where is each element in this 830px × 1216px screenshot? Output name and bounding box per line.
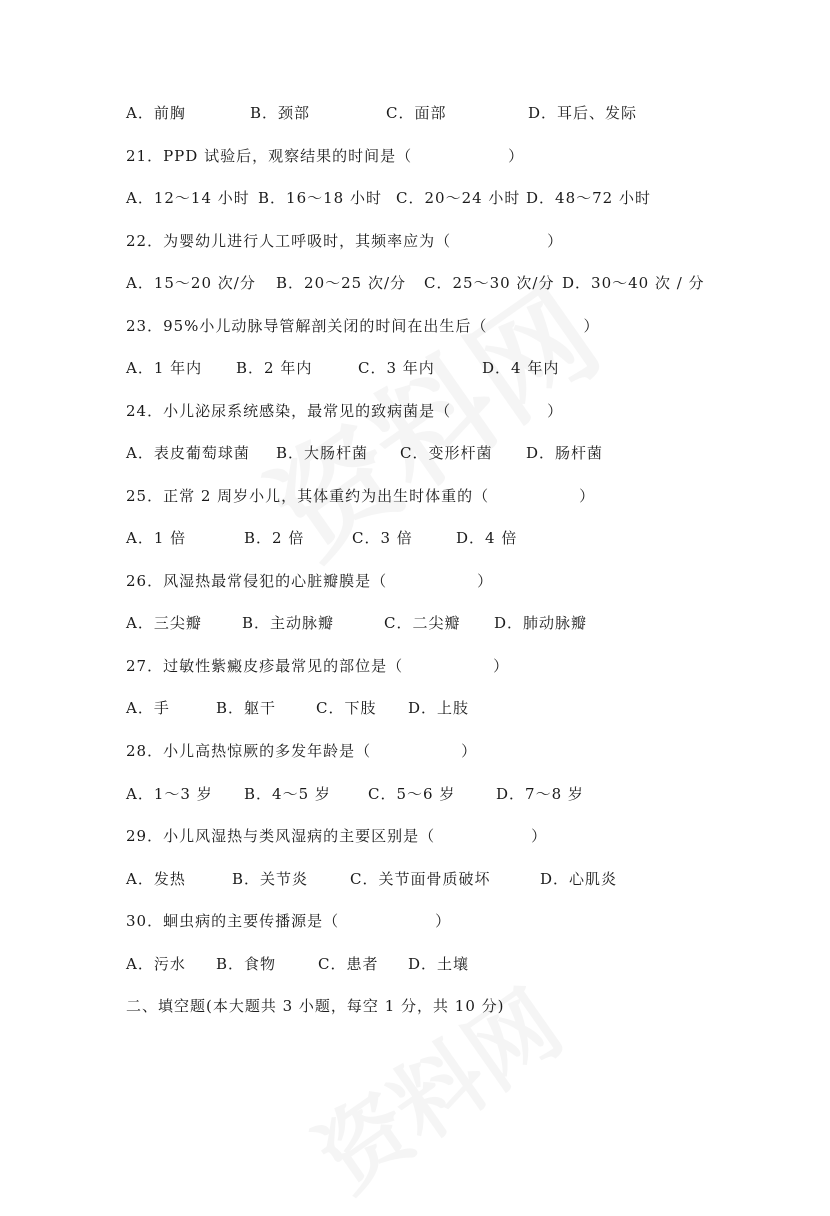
q30-option-a: A．污水: [126, 955, 186, 973]
question-29-close: ）: [531, 827, 548, 845]
q20-option-c: C．面部: [386, 104, 447, 122]
question-22-close: ）: [547, 232, 564, 250]
question-27-text: 27．过敏性紫癜皮疹最常见的部位是（: [126, 657, 404, 675]
q23-option-a: A．1 年内: [126, 359, 203, 377]
q22-option-b: B．20～25 次/分: [276, 274, 407, 292]
question-30: [126, 911, 451, 931]
q24-option-a: A．表皮葡萄球菌: [126, 444, 250, 462]
watermark-bottom: [287, 954, 583, 1215]
question-27: [126, 656, 509, 676]
q27-option-d: D．上肢: [408, 699, 470, 717]
question-23-text: 23．95%小儿动脉导管解剖关闭的时间在出生后（: [126, 317, 488, 335]
q28-option-b: B．4～5 岁: [244, 785, 331, 803]
q29-option-d: D．心肌炎: [540, 870, 618, 888]
q21-option-c: C．20～24 小时: [396, 189, 521, 207]
q25-option-c: C．3 倍: [352, 529, 413, 547]
q28-options: [126, 784, 584, 804]
question-24-close: ）: [547, 402, 564, 420]
q25-option-a: A．1 倍: [126, 529, 187, 547]
q23-option-b: B．2 年内: [236, 359, 313, 377]
q23-option-d: D．4 年内: [482, 359, 560, 377]
question-28: [126, 741, 477, 761]
question-30-close: ）: [435, 912, 452, 930]
q25-option-b: B．2 倍: [244, 529, 305, 547]
q27-option-a: A．手: [126, 699, 170, 717]
q23-options: [126, 358, 559, 378]
q30-option-d: D．土壤: [408, 955, 470, 973]
question-21-text: 21．PPD 试验后，观察结果的时间是（: [126, 147, 413, 165]
q27-option-c: C．下肢: [316, 699, 377, 717]
q26-option-d: D．肺动脉瓣: [494, 614, 588, 632]
q22-option-a: A．15～20 次/分: [126, 274, 256, 292]
q29-option-a: A．发热: [126, 870, 186, 888]
q24-option-d: D．肠杆菌: [526, 444, 604, 462]
q29-options: [126, 869, 617, 889]
q20-option-b: B．颈部: [250, 104, 311, 122]
question-28-close: ）: [461, 742, 478, 760]
q20-option-a: A．前胸: [126, 104, 186, 122]
q30-options: [126, 954, 469, 974]
q29-option-c: C．关节面骨质破坏: [350, 870, 491, 888]
q26-option-a: A．三尖瓣: [126, 614, 202, 632]
question-30-text: 30．蛔虫病的主要传播源是（: [126, 912, 340, 930]
q28-option-a: A．1～3 岁: [126, 785, 213, 803]
q29-option-b: B．关节炎: [232, 870, 309, 888]
q24-option-c: C．变形杆菌: [400, 444, 493, 462]
q28-option-d: D．7～8 岁: [496, 785, 584, 803]
q20-option-d: D．耳后、发际: [528, 104, 638, 122]
question-21-close: ）: [508, 147, 525, 165]
question-26-close: ）: [477, 572, 494, 590]
section-2-heading: 二、填空题(本大题共 3 小题，每空 1 分，共 10 分): [126, 997, 505, 1015]
q30-option-b: B．食物: [216, 955, 277, 973]
q22-option-c: C．25～30 次/分: [424, 274, 555, 292]
q30-option-c: C．患者: [318, 955, 379, 973]
q21-option-b: B．16～18 小时: [258, 189, 382, 207]
q23-option-c: C．3 年内: [358, 359, 435, 377]
q21-option-d: D．48～72 小时: [526, 189, 651, 207]
question-26-text: 26．风湿热最常侵犯的心脏瓣膜是（: [126, 572, 388, 590]
q24-option-b: B．大肠杆菌: [276, 444, 369, 462]
question-24: [126, 401, 563, 421]
question-25: [126, 486, 595, 506]
q25-options: [126, 528, 517, 548]
q22-options: [126, 273, 705, 293]
question-22: [126, 231, 563, 251]
question-24-text: 24．小儿泌尿系统感染，最常见的致病菌是（: [126, 402, 452, 420]
question-29-text: 29．小儿风湿热与类风湿病的主要区别是（: [126, 827, 436, 845]
question-27-close: ）: [493, 657, 510, 675]
question-21: [126, 146, 524, 166]
question-26: [126, 571, 493, 591]
q26-option-b: B．主动脉瓣: [242, 614, 335, 632]
q20-options: [126, 103, 637, 123]
question-22-text: 22．为婴幼儿进行人工呼吸时，其频率应为（: [126, 232, 452, 250]
q24-options: [126, 443, 603, 463]
q26-option-c: C．二尖瓣: [384, 614, 461, 632]
q21-options: [126, 188, 651, 208]
question-25-text: 25．正常 2 周岁小儿，其体重约为出生时体重的（: [126, 487, 490, 505]
question-25-close: ）: [579, 487, 596, 505]
q22-option-d: D．30～40 次 / 分: [562, 274, 705, 292]
q27-options: [126, 698, 469, 718]
q27-option-b: B．躯干: [216, 699, 277, 717]
q28-option-c: C．5～6 岁: [368, 785, 456, 803]
question-23: [126, 316, 599, 336]
question-23-close: ）: [583, 317, 600, 335]
q21-option-a: A．12～14 小时: [126, 189, 250, 207]
question-29: [126, 826, 547, 846]
question-28-text: 28．小儿高热惊厥的多发年龄是（: [126, 742, 372, 760]
q25-option-d: D．4 倍: [456, 529, 518, 547]
q26-options: [126, 613, 587, 633]
